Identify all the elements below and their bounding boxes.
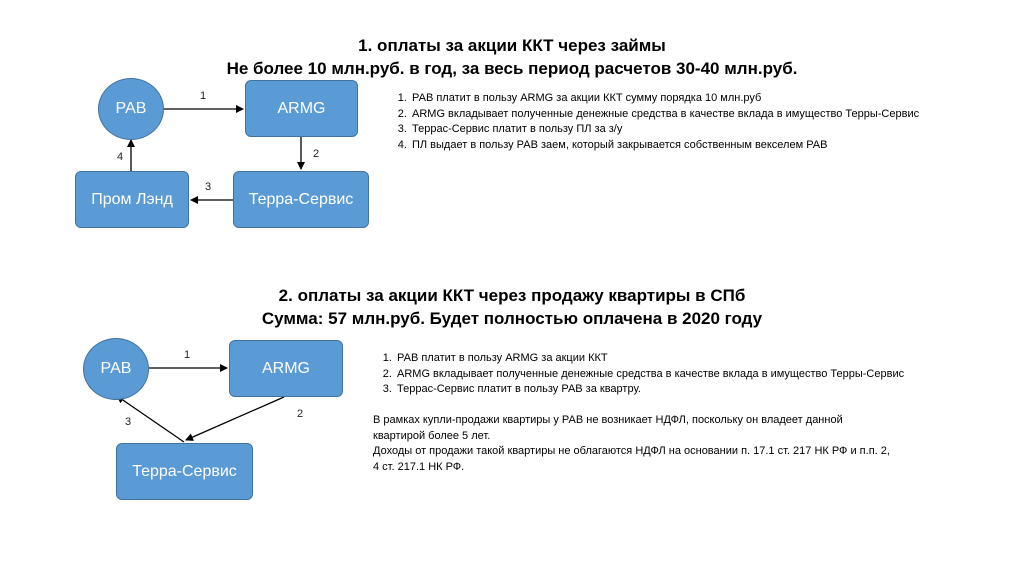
s1-node-terra: Терра-Сервис [233, 171, 369, 228]
section2-title-line2: Сумма: 57 млн.руб. Будет полностью оплачена в 2020 году [261, 309, 763, 328]
s1-node-rab: РАВ [98, 78, 164, 140]
s2-note [373, 413, 890, 475]
s2-node-terra: Терра-Сервис [116, 443, 253, 500]
s2-note-line: Доходы от продажи такой квартиры не облагаются НДФЛ на основании п. 17.1 ст. 217 НК РФ и п.п. 2, [373, 445, 890, 457]
s1-node-prom: Пром Лэнд [75, 171, 189, 228]
s2-step: 3. Террас-Сервис платит в пользу РАВ за квартру. [395, 382, 904, 398]
section1-title-line2: Не более 10 млн.руб. в год, за весь период расчетов 30-40 млн.руб. [226, 59, 798, 78]
s1-edge-label-2: 2 [313, 148, 320, 160]
s2-steps-list [373, 351, 904, 398]
s1-step: 2. ARMG вкладывает полученные денежные средства в качестве вклада в имущество Терры-Сервис [410, 107, 919, 123]
section2-title-line1: 2. оплаты за акции ККТ через продажу квартиры в СПб [278, 286, 746, 305]
s1-node-armg: ARMG [245, 80, 358, 137]
s1-edge-label-3: 3 [205, 181, 212, 193]
s2-arrow-2 [186, 397, 284, 440]
s1-step: 1. РАВ платит в пользу ARMG за акции ККТ сумму порядка 10 млн.руб [410, 91, 919, 107]
s2-step: 1. РАВ платит в пользу ARMG за акции ККТ [395, 351, 904, 367]
s1-edge-label-4: 4 [117, 151, 124, 163]
section1-title-line1: 1. оплаты за акции ККТ через займы [358, 36, 666, 55]
s1-step: 4. ПЛ выдает в пользу РАВ заем, который закрывается собственным векселем РАВ [410, 138, 919, 154]
s2-step: 2. ARMG вкладывает полученные денежные средства в качестве вклада в имущество Терры-Сервис [395, 367, 904, 383]
s2-note-line: В рамках купли-продажи квартиры у РАВ не возникает НДФЛ, поскольку он владеет данной [373, 414, 843, 426]
s1-steps-list [388, 91, 919, 153]
section2-title [0, 284, 1024, 330]
s1-edge-label-1: 1 [200, 90, 207, 102]
s2-edge-label-2: 2 [297, 408, 304, 420]
s2-note-line: 4 ст. 217.1 НК РФ. [373, 460, 465, 473]
s2-edge-label-3: 3 [125, 416, 132, 428]
s1-step: 3. Террас-Сервис платит в пользу ПЛ за з/у [410, 122, 919, 138]
s2-edge-label-1: 1 [184, 349, 191, 361]
s2-node-armg: ARMG [229, 340, 343, 397]
section1-title [0, 34, 1024, 80]
s2-node-rab: РАВ [83, 338, 149, 400]
s2-note-line: квартирой более 5 лет. [373, 429, 491, 442]
